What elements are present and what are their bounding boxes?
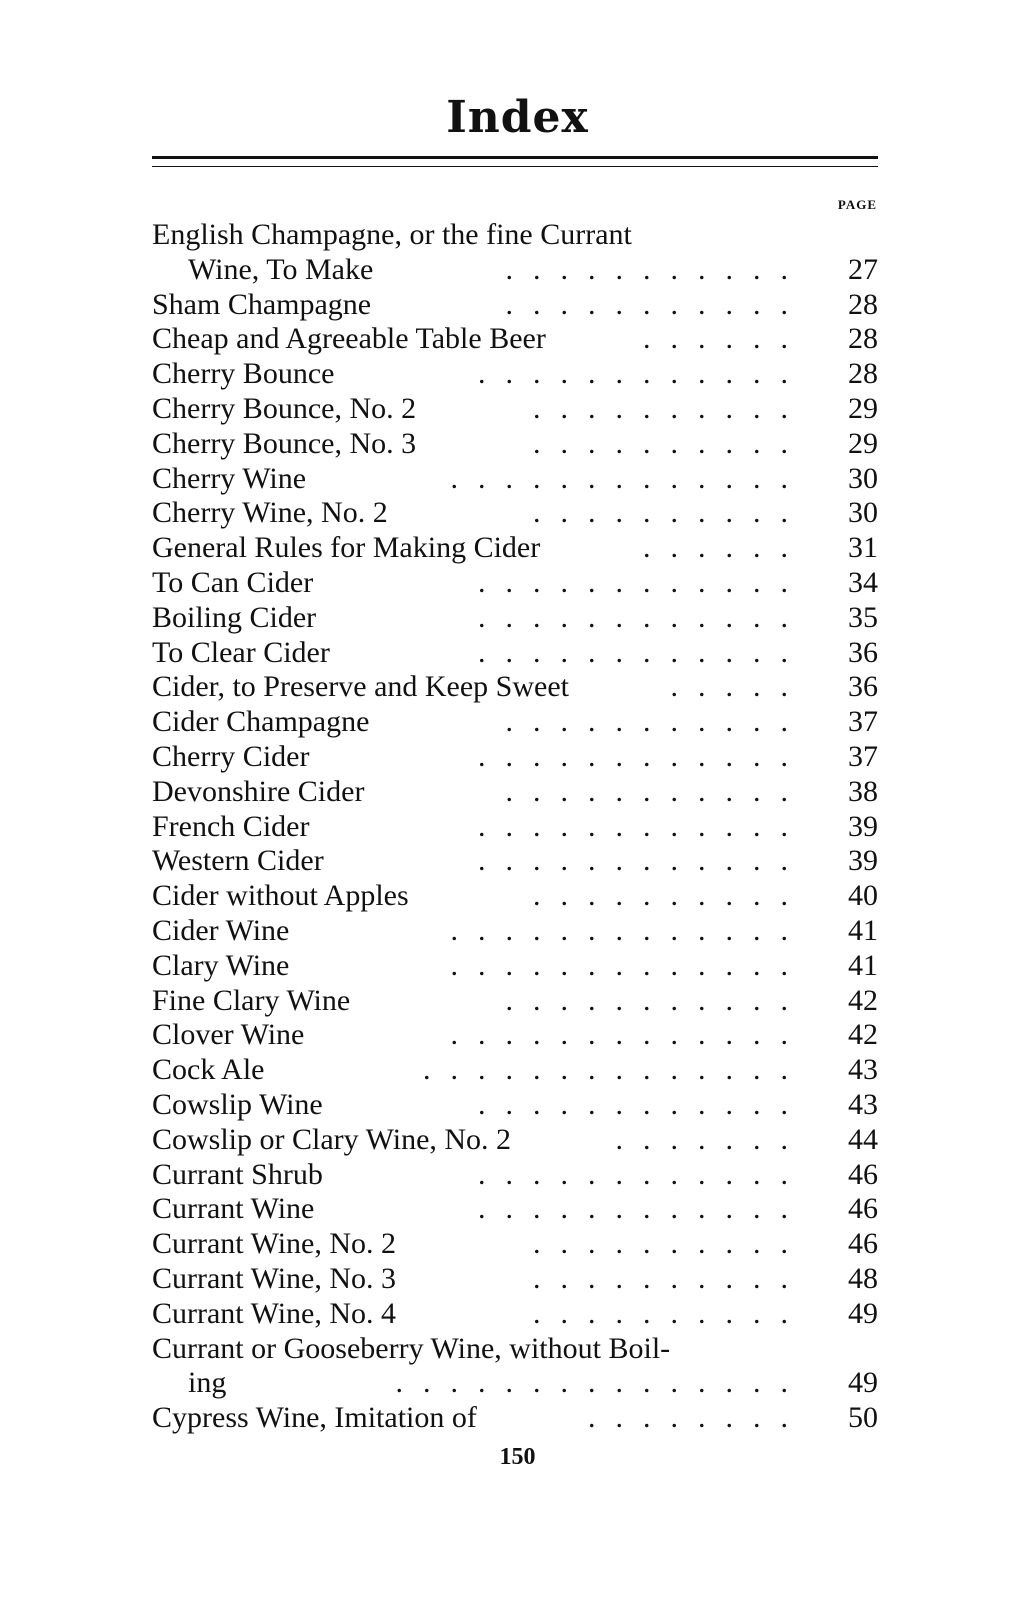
entry-page-number: 38 xyxy=(848,774,878,808)
index-entry xyxy=(152,357,878,392)
entry-page-number: 46 xyxy=(848,1227,878,1261)
entry-page-number: 43 xyxy=(848,1053,878,1087)
leader-dots: .......... xyxy=(533,391,808,425)
entry-title: Clary Wine xyxy=(152,948,290,982)
entry-page-number: 30 xyxy=(848,461,878,495)
index-entry xyxy=(152,566,878,601)
entry-title: Cider Wine xyxy=(152,913,290,947)
index-entry xyxy=(152,879,878,914)
index-entry xyxy=(152,253,878,288)
index-entry xyxy=(152,810,878,845)
index-entry xyxy=(152,1297,878,1332)
entry-page-number: 27 xyxy=(848,252,878,286)
entry-page-number: 42 xyxy=(848,1018,878,1052)
index-entry xyxy=(152,705,878,740)
entry-title: Cider Champagne xyxy=(152,705,370,739)
entry-page-number: 37 xyxy=(848,705,878,739)
index-entry xyxy=(152,740,878,775)
entry-page-number: 28 xyxy=(848,357,878,391)
entry-title: General Rules for Making Cider xyxy=(152,531,541,565)
leader-dots: .......... xyxy=(533,496,808,530)
entry-page-number: 28 xyxy=(848,322,878,356)
entry-title: Cowslip or Clary Wine, No. 2 xyxy=(152,1122,512,1156)
index-entry xyxy=(152,392,878,427)
leader-dots: ...... xyxy=(643,531,808,565)
index-entry xyxy=(152,1366,878,1401)
index-entry xyxy=(152,1262,878,1297)
index-entry xyxy=(152,775,878,810)
entry-page-number: 41 xyxy=(848,913,878,947)
entry-page-number: 49 xyxy=(848,1296,878,1330)
index-entry xyxy=(152,1158,878,1193)
index-entry xyxy=(152,914,878,949)
entry-page-number: 42 xyxy=(848,983,878,1017)
leader-dots: .......... xyxy=(533,1261,808,1295)
leader-dots: ............ xyxy=(478,739,808,773)
entry-title: Sham Champagne xyxy=(152,287,372,321)
index-entry xyxy=(152,1227,878,1262)
leader-dots: ............ xyxy=(478,1157,808,1191)
entry-page-number: 30 xyxy=(848,496,878,530)
index-entry xyxy=(152,984,878,1019)
leader-dots: ............. xyxy=(450,461,808,495)
entry-page-number: 39 xyxy=(848,844,878,878)
leader-dots: ..... xyxy=(670,670,808,704)
entry-page-number: 46 xyxy=(848,1157,878,1191)
entry-title: Western Cider xyxy=(152,844,324,878)
entry-page-number: 29 xyxy=(848,391,878,425)
entry-title: Clover Wine xyxy=(152,1018,305,1052)
title-rule-thin xyxy=(152,166,878,167)
entry-page-number: 29 xyxy=(848,426,878,460)
entry-page-number: 46 xyxy=(848,1192,878,1226)
index-entry xyxy=(152,496,878,531)
index-entry xyxy=(152,670,878,705)
entry-page-number: 31 xyxy=(848,531,878,565)
title-rule-thick xyxy=(152,156,878,159)
entry-title: Cider without Apples xyxy=(152,879,409,913)
leader-dots: ............ xyxy=(478,1192,808,1226)
index-entry xyxy=(152,462,878,497)
entry-title: Boiling Cider xyxy=(152,600,317,634)
leader-dots: ............ xyxy=(478,844,808,878)
entry-page-number: 48 xyxy=(848,1261,878,1295)
index-entry xyxy=(152,218,878,253)
entry-page-number: 34 xyxy=(848,565,878,599)
index-entry xyxy=(152,427,878,462)
page-title: Index xyxy=(446,92,589,143)
entry-title: Cherry Cider xyxy=(152,739,310,773)
entry-title: To Can Cider xyxy=(152,565,314,599)
entry-title: Fine Clary Wine xyxy=(152,983,351,1017)
index-entry xyxy=(152,1332,878,1367)
entry-title: Cowslip Wine xyxy=(152,1087,323,1121)
leader-dots: ........... xyxy=(505,252,808,286)
entry-title: Cherry Wine, No. 2 xyxy=(152,496,388,530)
index-entry xyxy=(152,1018,878,1053)
index-entry xyxy=(152,1088,878,1123)
entry-title: Cherry Wine xyxy=(152,461,307,495)
leader-dots: ............. xyxy=(450,913,808,947)
entry-title: Currant Wine, No. 2 xyxy=(152,1227,397,1261)
entry-title: Cherry Bounce, No. 3 xyxy=(152,426,417,460)
entry-page-number: 50 xyxy=(848,1401,878,1435)
entry-page-number: 41 xyxy=(848,948,878,982)
page-number: 150 xyxy=(499,1444,536,1470)
leader-dots: ............ xyxy=(478,809,808,843)
entry-title: Devonshire Cider xyxy=(152,774,365,808)
leader-dots: .......... xyxy=(533,1227,808,1261)
entry-page-number: 43 xyxy=(848,1087,878,1121)
entry-page-number: 44 xyxy=(848,1122,878,1156)
entry-title: Wine, To Make xyxy=(188,252,374,286)
entry-title: Cider, to Preserve and Keep Sweet xyxy=(152,670,569,704)
page-column-header: PAGE xyxy=(837,197,877,212)
index-entry xyxy=(152,949,878,984)
entry-title: Currant Wine xyxy=(152,1192,315,1226)
leader-dots: .......... xyxy=(533,426,808,460)
index-entry xyxy=(152,322,878,357)
leader-dots: ...... xyxy=(643,322,808,356)
index-entry xyxy=(152,1192,878,1227)
entry-page-number: 35 xyxy=(848,600,878,634)
leader-dots: ............ xyxy=(478,635,808,669)
leader-dots: .......... xyxy=(533,879,808,913)
entry-title: French Cider xyxy=(152,809,310,843)
leader-dots: ....... xyxy=(615,1122,808,1156)
leader-dots: ............ xyxy=(478,1087,808,1121)
index-entry xyxy=(152,1123,878,1158)
entry-title: Currant or Gooseberry Wine, without Boil- xyxy=(152,1331,671,1365)
index-entry xyxy=(152,1053,878,1088)
entry-page-number: 49 xyxy=(848,1366,878,1400)
index-entry xyxy=(152,844,878,879)
leader-dots: ............ xyxy=(478,565,808,599)
index-entry xyxy=(152,1401,878,1436)
leader-dots: ........... xyxy=(505,774,808,808)
index-entries xyxy=(152,218,878,1436)
leader-dots: ............. xyxy=(450,1018,808,1052)
entry-title: Currant Wine, No. 4 xyxy=(152,1296,397,1330)
entry-title: Cock Ale xyxy=(152,1053,265,1087)
entry-title: Cherry Bounce xyxy=(152,357,335,391)
leader-dots: ............. xyxy=(450,948,808,982)
entry-title: To Clear Cider xyxy=(152,635,330,669)
entry-page-number: 37 xyxy=(848,739,878,773)
entry-page-number: 40 xyxy=(848,879,878,913)
leader-dots: .............. xyxy=(423,1053,808,1087)
index-entry xyxy=(152,531,878,566)
entry-title: Cheap and Agreeable Table Beer xyxy=(152,322,546,356)
entry-title: Cypress Wine, Imitation of xyxy=(152,1401,477,1435)
entry-page-number: 36 xyxy=(848,670,878,704)
entry-title: Currant Shrub xyxy=(152,1157,323,1191)
leader-dots: ........... xyxy=(505,287,808,321)
leader-dots: .......... xyxy=(533,1296,808,1330)
entry-title: Cherry Bounce, No. 2 xyxy=(152,391,417,425)
index-entry xyxy=(152,601,878,636)
entry-title: Currant Wine, No. 3 xyxy=(152,1261,397,1295)
leader-dots: ............ xyxy=(478,357,808,391)
leader-dots: ............ xyxy=(478,600,808,634)
index-entry xyxy=(152,636,878,671)
entry-page-number: 36 xyxy=(848,635,878,669)
index-entry xyxy=(152,288,878,323)
entry-title: English Champagne, or the fine Currant xyxy=(152,218,632,251)
entry-page-number: 28 xyxy=(848,287,878,321)
leader-dots: ........... xyxy=(505,705,808,739)
entry-title: ing xyxy=(188,1366,227,1400)
leader-dots: ............... xyxy=(395,1366,808,1400)
entry-page-number: 39 xyxy=(848,809,878,843)
leader-dots: ........ xyxy=(588,1401,808,1435)
leader-dots: ........... xyxy=(505,983,808,1017)
